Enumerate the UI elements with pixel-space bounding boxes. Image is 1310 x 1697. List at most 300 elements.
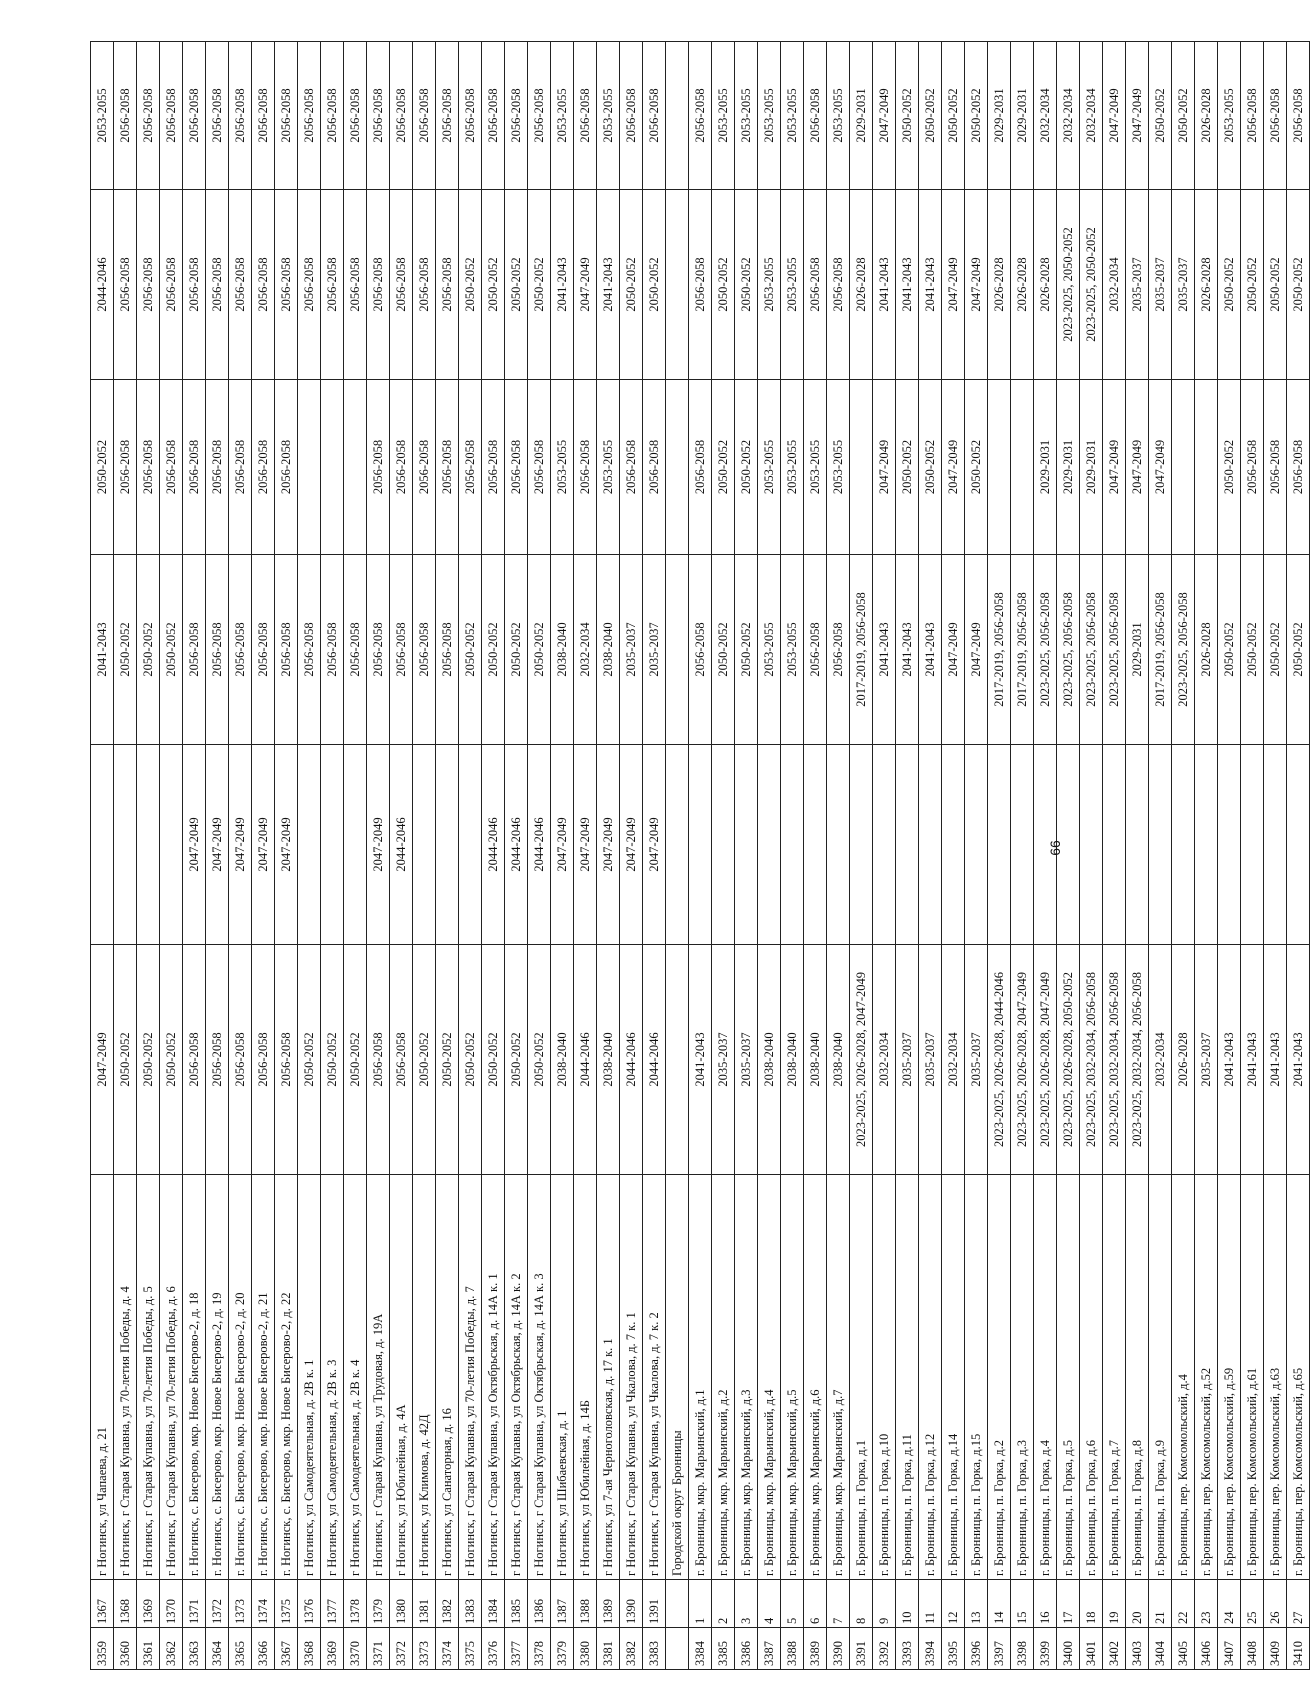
period-col6-cell: 2053-2055 — [827, 42, 850, 190]
period-col3-cell: 2047-2049 — [942, 555, 965, 745]
address-cell: г. Бронницы, п. Горка, д.7 — [1103, 1175, 1126, 1580]
address-cell: г. Бронницы, мкр. Марьинский, д.3 — [735, 1175, 758, 1580]
period-col2-cell: 2044-2046 — [482, 745, 505, 945]
period-col6-cell: 2056-2058 — [459, 42, 482, 190]
period-col1-cell: 2056-2058 — [206, 945, 229, 1175]
row-number-cell: 3362 — [160, 1628, 183, 1670]
period-col1-cell: 2038-2040 — [781, 945, 804, 1175]
address-cell: г. Бронницы, пер. Комсомольский, д.59 — [1218, 1175, 1241, 1580]
period-col4-cell: 2056-2058 — [1264, 380, 1287, 555]
period-col5-cell: 2056-2058 — [252, 190, 275, 380]
row-number-cell: 3393 — [896, 1628, 919, 1670]
table-row — [1195, 42, 1218, 1670]
period-col1-cell: 2035-2037 — [712, 945, 735, 1175]
period-col3-cell: 2056-2058 — [344, 555, 367, 745]
row-number-cell: 3397 — [988, 1628, 1011, 1670]
period-col5-cell: 2056-2058 — [367, 190, 390, 380]
item-id-cell: 1379 — [367, 1580, 390, 1628]
period-col4-cell: 2056-2058 — [620, 380, 643, 555]
period-col6-cell: 2029-2031 — [988, 42, 1011, 190]
period-col5-cell: 2023-2025, 2050-2052 — [1080, 190, 1103, 380]
period-col4-cell: 2053-2055 — [551, 380, 574, 555]
item-id-cell: 1388 — [574, 1580, 597, 1628]
period-col4-cell: 2056-2058 — [206, 380, 229, 555]
period-col4-cell: 2056-2058 — [137, 380, 160, 555]
period-col5-cell: 2050-2052 — [482, 190, 505, 380]
period-col4-cell: 2029-2031 — [1057, 380, 1080, 555]
item-id-cell: 14 — [988, 1580, 1011, 1628]
table-row — [1287, 42, 1310, 1670]
period-col3-cell: 2050-2052 — [482, 555, 505, 745]
item-id-cell: 9 — [873, 1580, 896, 1628]
period-col1-cell: 2050-2052 — [160, 945, 183, 1175]
row-number-cell: 3363 — [183, 1628, 206, 1670]
period-col2-cell — [1080, 745, 1103, 945]
table-row — [275, 42, 298, 1670]
period-col3-cell: 2050-2052 — [1287, 555, 1310, 745]
period-col1-cell: 2050-2052 — [137, 945, 160, 1175]
period-col5-cell — [666, 190, 689, 380]
item-id-cell: 1377 — [321, 1580, 344, 1628]
period-col5-cell: 2053-2055 — [781, 190, 804, 380]
item-id-cell: 1367 — [91, 1580, 114, 1628]
address-cell: г. Бронницы, п. Горка, д.2 — [988, 1175, 1011, 1580]
period-col6-cell: 2056-2058 — [160, 42, 183, 190]
period-col1-cell: 2038-2040 — [758, 945, 781, 1175]
repair-schedule-table — [90, 41, 1310, 1670]
row-number-cell: 3409 — [1264, 1628, 1287, 1670]
period-col2-cell: 2047-2049 — [367, 745, 390, 945]
period-col2-cell — [804, 745, 827, 945]
period-col3-cell: 2050-2052 — [528, 555, 551, 745]
table-row — [1103, 42, 1126, 1670]
period-col1-cell: 2050-2052 — [482, 945, 505, 1175]
row-number-cell: 3379 — [551, 1628, 574, 1670]
row-number-cell: 3399 — [1034, 1628, 1057, 1670]
period-col4-cell: 2029-2031 — [1080, 380, 1103, 555]
period-col6-cell: 2047-2049 — [1103, 42, 1126, 190]
period-col4-cell: 2056-2058 — [436, 380, 459, 555]
period-col1-cell: 2044-2046 — [643, 945, 666, 1175]
table-row — [735, 42, 758, 1670]
address-cell: г. Бронницы, п. Горка, д.9 — [1149, 1175, 1172, 1580]
item-id-cell: 1373 — [229, 1580, 252, 1628]
address-cell: г Ногинск, г Старая Купавна, ул Октябрьская, д. 14А к. 2 — [505, 1175, 528, 1580]
period-col4-cell: 2056-2058 — [413, 380, 436, 555]
row-number-cell: 3359 — [91, 1628, 114, 1670]
period-col1-cell: 2038-2040 — [827, 945, 850, 1175]
row-number-cell: 3373 — [413, 1628, 436, 1670]
period-col4-cell: 2050-2052 — [896, 380, 919, 555]
item-id-cell: 19 — [1103, 1580, 1126, 1628]
period-col4-cell: 2047-2049 — [1126, 380, 1149, 555]
period-col5-cell: 2050-2052 — [643, 190, 666, 380]
period-col6-cell: 2056-2058 — [321, 42, 344, 190]
address-cell: г. Бронницы, пер. Комсомольский, д.61 — [1241, 1175, 1264, 1580]
period-col1-cell: 2044-2046 — [620, 945, 643, 1175]
period-col5-cell: 2056-2058 — [413, 190, 436, 380]
period-col1-cell: 2050-2052 — [413, 945, 436, 1175]
address-cell: г Ногинск, ул Самодеятельная, д. 2В к. 1 — [298, 1175, 321, 1580]
period-col2-cell: 2047-2049 — [574, 745, 597, 945]
period-col2-cell — [1126, 745, 1149, 945]
period-col6-cell: 2053-2055 — [1218, 42, 1241, 190]
period-col3-cell: 2056-2058 — [367, 555, 390, 745]
row-number-cell: 3402 — [1103, 1628, 1126, 1670]
period-col1-cell: 2035-2037 — [919, 945, 942, 1175]
period-col3-cell: 2056-2058 — [413, 555, 436, 745]
row-number-cell: 3360 — [114, 1628, 137, 1670]
table-row — [827, 42, 850, 1670]
period-col6-cell: 2056-2058 — [689, 42, 712, 190]
period-col5-cell: 2026-2028 — [1195, 190, 1218, 380]
period-col2-cell — [436, 745, 459, 945]
period-col6-cell: 2050-2052 — [942, 42, 965, 190]
period-col5-cell: 2041-2043 — [873, 190, 896, 380]
period-col1-cell: 2023-2025, 2032-2034, 2056-2058 — [1103, 945, 1126, 1175]
period-col4-cell: 2056-2058 — [459, 380, 482, 555]
period-col6-cell: 2056-2058 — [482, 42, 505, 190]
period-col5-cell: 2056-2058 — [804, 190, 827, 380]
item-id-cell — [666, 1580, 689, 1628]
period-col1-cell: 2038-2040 — [551, 945, 574, 1175]
address-cell: г Ногинск, г Старая Купавна, ул Чкалова, д. 7 к. 1 — [620, 1175, 643, 1580]
period-col6-cell: 2056-2058 — [643, 42, 666, 190]
period-col1-cell: 2044-2046 — [574, 945, 597, 1175]
period-col2-cell — [321, 745, 344, 945]
period-col6-cell: 2047-2049 — [873, 42, 896, 190]
period-col2-cell — [712, 745, 735, 945]
period-col3-cell: 2029-2031 — [1126, 555, 1149, 745]
address-cell: г. Бронницы, п. Горка, д.4 — [1034, 1175, 1057, 1580]
period-col4-cell: 2056-2058 — [114, 380, 137, 555]
period-col4-cell — [321, 380, 344, 555]
address-cell: г. Бронницы, пер. Комсомольский, д.52 — [1195, 1175, 1218, 1580]
table-row — [1126, 42, 1149, 1670]
period-col1-cell: 2050-2052 — [344, 945, 367, 1175]
table-row — [1264, 42, 1287, 1670]
period-col2-cell — [137, 745, 160, 945]
table-row — [1011, 42, 1034, 1670]
period-col2-cell — [1172, 745, 1195, 945]
period-col3-cell: 2053-2055 — [781, 555, 804, 745]
period-col2-cell — [1218, 745, 1241, 945]
period-col1-cell: 2038-2040 — [597, 945, 620, 1175]
address-cell: г. Бронницы, п. Горка, д.6 — [1080, 1175, 1103, 1580]
table-row — [229, 42, 252, 1670]
period-col1-cell: 2035-2037 — [965, 945, 988, 1175]
period-col2-cell: 2047-2049 — [643, 745, 666, 945]
address-cell: г Ногинск, ул Санаторная, д. 16 — [436, 1175, 459, 1580]
period-col1-cell: 2041-2043 — [1241, 945, 1264, 1175]
item-id-cell: 1371 — [183, 1580, 206, 1628]
period-col4-cell: 2053-2055 — [781, 380, 804, 555]
period-col2-cell — [758, 745, 781, 945]
period-col6-cell: 2053-2055 — [781, 42, 804, 190]
row-number-cell: 3391 — [850, 1628, 873, 1670]
period-col6-cell: 2056-2058 — [505, 42, 528, 190]
table-row — [344, 42, 367, 1670]
period-col4-cell: 2056-2058 — [482, 380, 505, 555]
row-number-cell: 3364 — [206, 1628, 229, 1670]
item-id-cell: 1369 — [137, 1580, 160, 1628]
address-cell: г Ногинск, ул Климова, д. 42Д — [413, 1175, 436, 1580]
row-number-cell: 3378 — [528, 1628, 551, 1670]
row-number-cell: 3403 — [1126, 1628, 1149, 1670]
row-number-cell: 3370 — [344, 1628, 367, 1670]
row-number-cell: 3386 — [735, 1628, 758, 1670]
period-col4-cell: 2053-2055 — [827, 380, 850, 555]
period-col1-cell — [666, 945, 689, 1175]
period-col2-cell — [827, 745, 850, 945]
period-col6-cell: 2053-2055 — [712, 42, 735, 190]
period-col1-cell: 2050-2052 — [459, 945, 482, 1175]
period-col5-cell: 2050-2052 — [1264, 190, 1287, 380]
row-number-cell — [666, 1628, 689, 1670]
period-col1-cell: 2023-2025, 2026-2028, 2047-2049 — [1034, 945, 1057, 1175]
table-row — [804, 42, 827, 1670]
period-col6-cell: 2029-2031 — [850, 42, 873, 190]
period-col6-cell: 2053-2055 — [91, 42, 114, 190]
period-col6-cell: 2056-2058 — [620, 42, 643, 190]
period-col2-cell — [1011, 745, 1034, 945]
period-col1-cell: 2056-2058 — [390, 945, 413, 1175]
item-id-cell: 8 — [850, 1580, 873, 1628]
period-col5-cell: 2041-2043 — [896, 190, 919, 380]
period-col2-cell: 2044-2046 — [505, 745, 528, 945]
period-col1-cell: 2050-2052 — [321, 945, 344, 1175]
row-number-cell: 3408 — [1241, 1628, 1264, 1670]
address-cell: г. Бронницы, пер. Комсомольский, д.63 — [1264, 1175, 1287, 1580]
item-id-cell: 21 — [1149, 1580, 1172, 1628]
period-col3-cell: 2053-2055 — [758, 555, 781, 745]
rotated-table-container — [90, 42, 1305, 1670]
item-id-cell: 1368 — [114, 1580, 137, 1628]
period-col4-cell: 2056-2058 — [275, 380, 298, 555]
table-row — [942, 42, 965, 1670]
row-number-cell: 3365 — [229, 1628, 252, 1670]
table-row — [1172, 42, 1195, 1670]
address-cell: г Ногинск, ул Чапаева, д. 21 — [91, 1175, 114, 1580]
period-col2-cell: 2047-2049 — [551, 745, 574, 945]
period-col6-cell: 2056-2058 — [275, 42, 298, 190]
period-col3-cell: 2056-2058 — [804, 555, 827, 745]
row-number-cell: 3382 — [620, 1628, 643, 1670]
period-col4-cell: 2056-2058 — [528, 380, 551, 555]
item-id-cell: 23 — [1195, 1580, 1218, 1628]
period-col2-cell — [1195, 745, 1218, 945]
period-col2-cell — [942, 745, 965, 945]
period-col1-cell: 2035-2037 — [896, 945, 919, 1175]
period-col4-cell: 2053-2055 — [597, 380, 620, 555]
period-col6-cell: 2056-2058 — [390, 42, 413, 190]
period-col6-cell: 2053-2055 — [551, 42, 574, 190]
row-number-cell: 3367 — [275, 1628, 298, 1670]
row-number-cell: 3368 — [298, 1628, 321, 1670]
table-row — [91, 42, 114, 1670]
period-col3-cell: 2050-2052 — [137, 555, 160, 745]
row-number-cell: 3380 — [574, 1628, 597, 1670]
address-cell: г Ногинск, г Старая Купавна, ул Трудовая, д. 19А — [367, 1175, 390, 1580]
period-col1-cell: 2023-2025, 2026-2028, 2047-2049 — [1011, 945, 1034, 1175]
period-col5-cell: 2035-2037 — [1172, 190, 1195, 380]
period-col4-cell: 2029-2031 — [1034, 380, 1057, 555]
address-cell: г. Бронницы, п. Горка, д.15 — [965, 1175, 988, 1580]
period-col4-cell: 2056-2058 — [367, 380, 390, 555]
item-id-cell: 5 — [781, 1580, 804, 1628]
section-header-row — [666, 42, 689, 1670]
period-col4-cell — [344, 380, 367, 555]
period-col6-cell: 2056-2058 — [436, 42, 459, 190]
table-body — [91, 42, 1310, 1670]
table-row — [482, 42, 505, 1670]
period-col5-cell: 2026-2028 — [1034, 190, 1057, 380]
period-col6-cell: 2053-2055 — [758, 42, 781, 190]
period-col1-cell: 2050-2052 — [436, 945, 459, 1175]
address-cell: г Ногинск, ул Шибаевская, д. 1 — [551, 1175, 574, 1580]
period-col5-cell: 2056-2058 — [206, 190, 229, 380]
row-number-cell: 3395 — [942, 1628, 965, 1670]
period-col1-cell: 2050-2052 — [298, 945, 321, 1175]
address-cell: г. Бронницы, мкр. Марьинский, д.2 — [712, 1175, 735, 1580]
table-row — [413, 42, 436, 1670]
address-cell: г Ногинск, ул 7-ая Черноголовская, д. 17 к. 1 — [597, 1175, 620, 1580]
period-col3-cell: 2026-2028 — [1195, 555, 1218, 745]
period-col1-cell: 2056-2058 — [183, 945, 206, 1175]
period-col5-cell: 2047-2049 — [574, 190, 597, 380]
table-row — [390, 42, 413, 1670]
item-id-cell: 2 — [712, 1580, 735, 1628]
period-col2-cell — [459, 745, 482, 945]
period-col6-cell: 2050-2052 — [896, 42, 919, 190]
item-id-cell: 1372 — [206, 1580, 229, 1628]
row-number-cell: 3404 — [1149, 1628, 1172, 1670]
row-number-cell: 3374 — [436, 1628, 459, 1670]
item-id-cell: 1385 — [505, 1580, 528, 1628]
period-col3-cell: 2056-2058 — [275, 555, 298, 745]
item-id-cell: 1380 — [390, 1580, 413, 1628]
period-col3-cell: 2050-2052 — [712, 555, 735, 745]
period-col4-cell: 2056-2058 — [574, 380, 597, 555]
row-number-cell: 3375 — [459, 1628, 482, 1670]
period-col2-cell: 2044-2046 — [390, 745, 413, 945]
item-id-cell: 16 — [1034, 1580, 1057, 1628]
item-id-cell: 1391 — [643, 1580, 666, 1628]
address-cell: г Ногинск, г Старая Купавна, ул 70-летия Победы, д. 5 — [137, 1175, 160, 1580]
period-col3-cell: 2050-2052 — [459, 555, 482, 745]
row-number-cell: 3369 — [321, 1628, 344, 1670]
item-id-cell: 1390 — [620, 1580, 643, 1628]
period-col3-cell: 2017-2019, 2056-2058 — [1149, 555, 1172, 745]
period-col6-cell: 2056-2058 — [574, 42, 597, 190]
row-number-cell: 3387 — [758, 1628, 781, 1670]
period-col5-cell: 2050-2052 — [1287, 190, 1310, 380]
period-col5-cell: 2053-2055 — [758, 190, 781, 380]
period-col6-cell: 2056-2058 — [183, 42, 206, 190]
period-col2-cell — [1264, 745, 1287, 945]
period-col2-cell — [91, 745, 114, 945]
period-col4-cell: 2050-2052 — [1218, 380, 1241, 555]
row-number-cell: 3405 — [1172, 1628, 1195, 1670]
period-col2-cell — [689, 745, 712, 945]
table-row — [643, 42, 666, 1670]
row-number-cell: 3388 — [781, 1628, 804, 1670]
item-id-cell: 1386 — [528, 1580, 551, 1628]
period-col2-cell — [1149, 745, 1172, 945]
table-row — [850, 42, 873, 1670]
period-col6-cell: 2032-2034 — [1057, 42, 1080, 190]
period-col5-cell: 2041-2043 — [597, 190, 620, 380]
period-col2-cell — [735, 745, 758, 945]
item-id-cell: 1382 — [436, 1580, 459, 1628]
address-cell: г Ногинск, г Старая Купавна, ул Чкалова, д. 7 к. 2 — [643, 1175, 666, 1580]
item-id-cell: 27 — [1287, 1580, 1310, 1628]
period-col3-cell: 2023-2025, 2056-2058 — [1172, 555, 1195, 745]
period-col6-cell: 2053-2055 — [735, 42, 758, 190]
period-col6-cell: 2056-2058 — [114, 42, 137, 190]
period-col5-cell: 2056-2058 — [390, 190, 413, 380]
period-col6-cell: 2056-2058 — [229, 42, 252, 190]
item-id-cell: 25 — [1241, 1580, 1264, 1628]
period-col2-cell — [1103, 745, 1126, 945]
period-col1-cell: 2026-2028 — [1172, 945, 1195, 1175]
period-col1-cell: 2050-2052 — [114, 945, 137, 1175]
period-col4-cell: 2050-2052 — [919, 380, 942, 555]
address-cell: г. Бронницы, мкр. Марьинский, д.5 — [781, 1175, 804, 1580]
period-col5-cell: 2056-2058 — [344, 190, 367, 380]
period-col2-cell: 2047-2049 — [252, 745, 275, 945]
period-col2-cell: 2047-2049 — [183, 745, 206, 945]
period-col2-cell — [896, 745, 919, 945]
period-col5-cell: 2047-2049 — [942, 190, 965, 380]
row-number-cell: 3410 — [1287, 1628, 1310, 1670]
address-cell: г. Ногинск, с. Бисерово, мкр. Новое Бисерово-2, д. 20 — [229, 1175, 252, 1580]
period-col3-cell: 2050-2052 — [735, 555, 758, 745]
period-col4-cell: 2056-2058 — [689, 380, 712, 555]
period-col2-cell: 2047-2049 — [275, 745, 298, 945]
table-row — [505, 42, 528, 1670]
period-col1-cell: 2050-2052 — [528, 945, 551, 1175]
row-number-cell: 3389 — [804, 1628, 827, 1670]
period-col4-cell: 2047-2049 — [873, 380, 896, 555]
address-cell: г. Ногинск, с. Бисерово, мкр. Новое Бисерово-2, д. 19 — [206, 1175, 229, 1580]
table-row — [298, 42, 321, 1670]
period-col4-cell: 2056-2058 — [1241, 380, 1264, 555]
address-cell: г. Ногинск, с. Бисерово, мкр. Новое Бисерово-2, д. 22 — [275, 1175, 298, 1580]
period-col5-cell: 2044-2046 — [91, 190, 114, 380]
address-cell: г. Бронницы, п. Горка, д.8 — [1126, 1175, 1149, 1580]
period-col3-cell: 2041-2043 — [873, 555, 896, 745]
period-col4-cell — [666, 380, 689, 555]
item-id-cell: 22 — [1172, 1580, 1195, 1628]
page-number: 66 — [1047, 840, 1063, 856]
address-cell: г. Ногинск, с. Бисерово, мкр. Новое Бисерово-2, д. 18 — [183, 1175, 206, 1580]
period-col3-cell: 2050-2052 — [505, 555, 528, 745]
period-col5-cell: 2041-2043 — [551, 190, 574, 380]
table-row — [758, 42, 781, 1670]
period-col4-cell — [988, 380, 1011, 555]
address-cell: г. Бронницы, мкр. Марьинский, д.1 — [689, 1175, 712, 1580]
row-number-cell: 3401 — [1080, 1628, 1103, 1670]
item-id-cell: 7 — [827, 1580, 850, 1628]
period-col5-cell: 2056-2058 — [183, 190, 206, 380]
period-col5-cell: 2026-2028 — [850, 190, 873, 380]
period-col3-cell: 2056-2058 — [436, 555, 459, 745]
period-col3-cell: 2023-2025, 2056-2058 — [1080, 555, 1103, 745]
period-col3-cell: 2056-2058 — [206, 555, 229, 745]
table-row — [114, 42, 137, 1670]
table-row — [1149, 42, 1172, 1670]
